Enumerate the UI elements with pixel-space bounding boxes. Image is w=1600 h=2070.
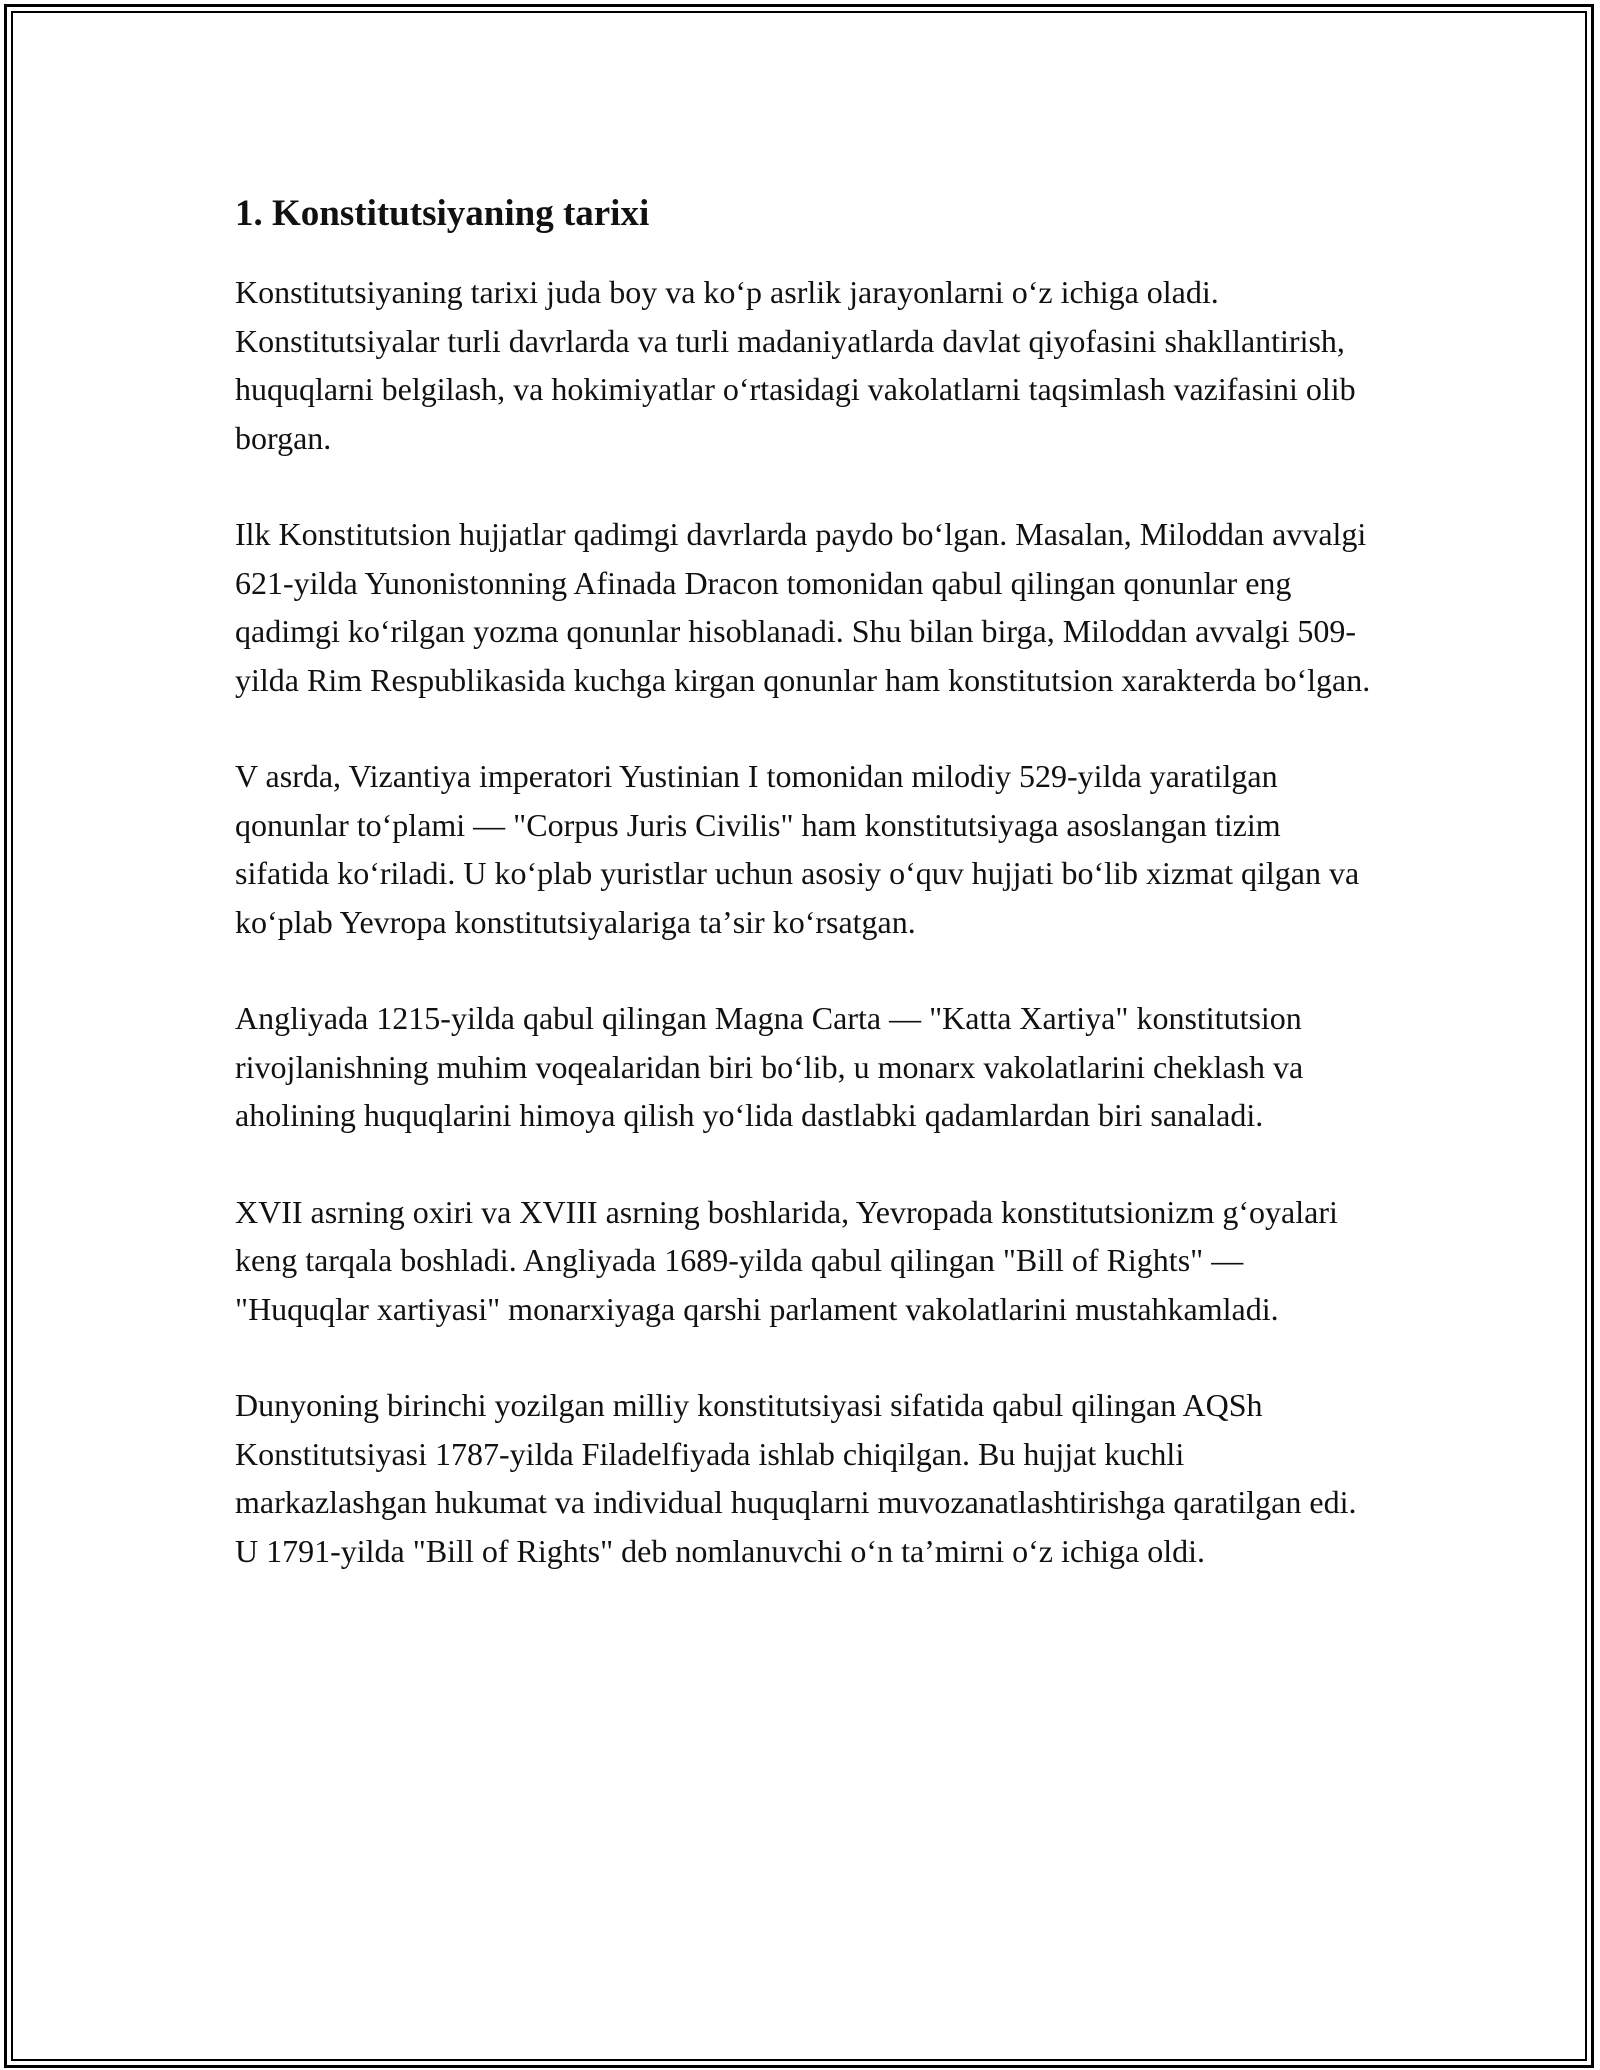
paragraph-ancient: Ilk Konstitutsion hujjatlar qadimgi davrlarda paydo boʻlgan. Masalan, Miloddan avvalgi 621-yilda Yunonistonning Afinada Dracon tomonidan qabul qilingan qonunlar eng qadimgi koʻrilgan yozma qonunlar hisoblanadi. Shu bilan birga, Miloddan avvalgi 509-yilda Rim Respublikasida kuchga kirgan qonunlar ham konstitutsion xarakterda boʻlgan.: [235, 516, 1371, 698]
document-body: [235, 186, 1375, 1623]
paragraph-magna-carta: Angliyada 1215-yilda qabul qilingan Magna Carta — "Katta Xartiya" konstitutsion rivojlanishning muhim voqealaridan biri boʻlib, u monarx vakolatlarini cheklash va aholining huquqlarini himoya qilish yoʻlida dastlabki qadamlardan biri sanaladi.: [235, 1000, 1304, 1133]
paragraph-bill-of-rights: XVII asrning oxiri va XVIII asrning boshlarida, Yevropada konstitutsionizm gʻoyalari keng tarqala boshladi. Angliyada 1689-yilda qabul qilingan "Bill of Rights" — "Huquqlar xartiyasi" monarxiyaga qarshi parlament vakolatlarini mustahkamladi.: [235, 1193, 1338, 1327]
section-title: 1. Konstitutsiyaning tarixi: [235, 193, 650, 234]
paragraph-intro: Konstitutsiyaning tarixi juda boy va koʻp asrlik jarayonlarni oʻz ichiga oladi. Konstitutsiyalar turli davrlarda va turli madaniyatlarda davlat qiyofasini shakllantirish, huquqlarni belgilash, va hokimiyatlar oʻrtasidagi vakolatlarni taqsimlash vazifasini olib borgan.: [235, 274, 1356, 456]
paragraph-us-constitution: Dunyoning birinchi yozilgan milliy konstitutsiyasi sifatida qabul qilingan AQSh Konstitutsiyasi 1787-yilda Filadelfiyada ishlab chiqilgan. Bu hujjat kuchli markazlashgan hukumat va individual huquqlarni muvozanatlashtirishga qaratilgan edi. U 1791-yilda "Bill of Rights" deb nomlanuvchi oʻn taʼmirni oʻz ichiga oldi.: [235, 1387, 1357, 1569]
paragraph-byzantine: V asrda, Vizantiya imperatori Yustinian I tomonidan milodiy 529-yilda yaratilgan qonunlar toʻplami — "Corpus Juris Civilis" ham konstitutsiyaga asoslangan tizim sifatida koʻriladi. U koʻplab yuristlar uchun asosiy oʻquv hujjati boʻlib xizmat qilgan va koʻplab Yevropa konstitutsiyalariga taʼsir koʻrsatgan.: [235, 758, 1360, 940]
